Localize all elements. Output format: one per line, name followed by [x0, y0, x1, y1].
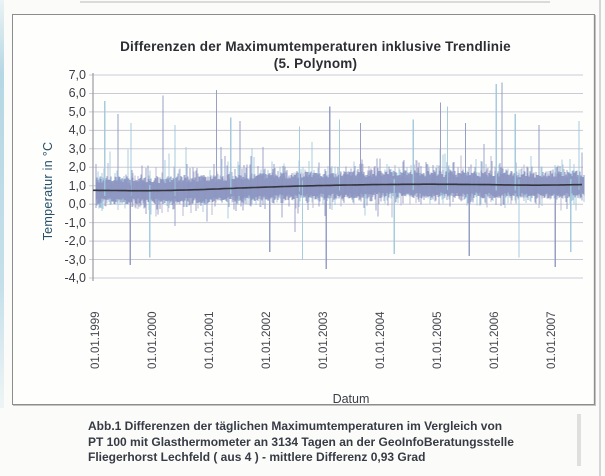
x-tick-label: 01.01.2003: [318, 311, 330, 369]
chart-title-line-2: (5. Polynom): [273, 56, 358, 71]
x-tick-label: 01.01.1999: [90, 311, 102, 369]
chart-title-line-1: Differenzen der Maximumtemperaturen inklusive Trendlinie: [120, 39, 511, 54]
y-tick-label: 3,0: [68, 141, 86, 156]
x-axis-title: Datum: [332, 392, 370, 406]
figure-caption: [88, 419, 578, 466]
caption-line-3: Fliegerhorst Lechfeld ( aus 4 ) - mittlere Differenz 0,93 Grad: [88, 450, 426, 464]
y-tick-label: 6,0: [68, 86, 86, 101]
caption-line-2: PT 100 mit Glasthermometer an 3134 Tagen an der GeoInfoBeratungsstelle: [88, 434, 514, 449]
y-tick-label: 4,0: [68, 123, 86, 138]
y-tick-label: -1,0: [64, 215, 86, 230]
y-tick-label: 2,0: [68, 160, 86, 175]
x-tick-label: 01.01.2002: [261, 311, 273, 369]
y-tick-label: -3,0: [64, 252, 86, 267]
caption-line-1: Abb.1 Differenzen der täglichen Maximumtemperaturen im Vergleich von: [88, 419, 503, 433]
y-tick-label: 7,0: [68, 68, 86, 82]
y-tick-label: 0,0: [68, 197, 86, 212]
x-tick-label: 01.01.2000: [147, 311, 159, 369]
x-tick-label: 01.01.2004: [375, 311, 387, 369]
y-tick-label: 1,0: [68, 178, 86, 193]
x-tick-label: 01.01.2007: [546, 311, 558, 369]
y-tick-label: -2,0: [64, 234, 86, 249]
y-tick-label: 5,0: [68, 104, 86, 119]
y-tick-label: -4,0: [64, 271, 86, 285]
y-axis-title: Temperatur in °C: [41, 141, 55, 241]
x-tick-label: 01.01.2005: [432, 311, 444, 369]
x-tick-label: 01.01.2006: [489, 311, 501, 369]
x-tick-label: 01.01.2001: [204, 311, 216, 369]
